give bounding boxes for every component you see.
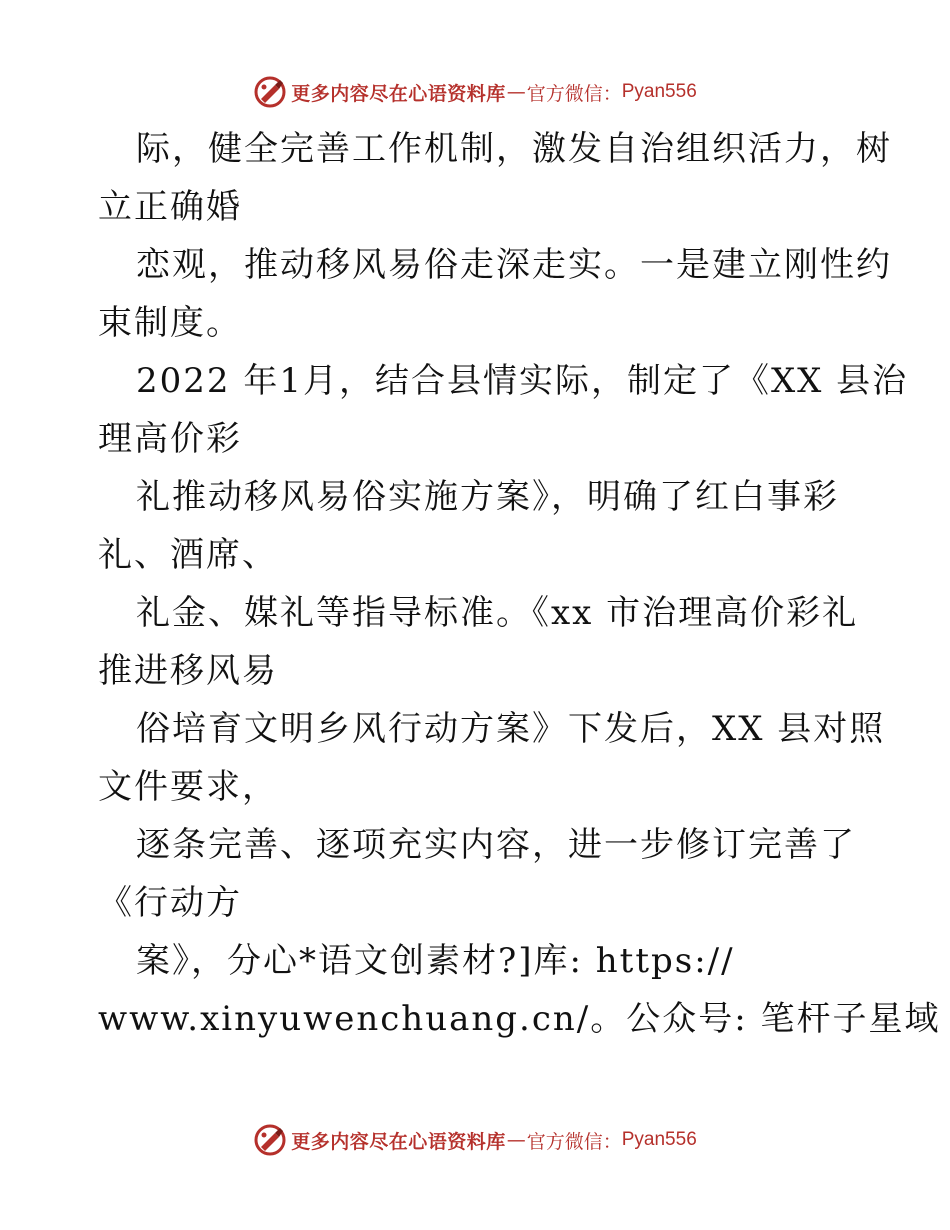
footer-banner <box>0 1120 950 1160</box>
banner-brand-text: 更多内容尽在心语资料库 <box>291 82 506 105</box>
text-line: 案》，分心*语文创素材?]库: https:// <box>136 941 735 981</box>
text-line: 逐条完善、逐项充实内容，进一步修订完善了 <box>136 825 856 865</box>
text-line: 礼、酒席、 <box>98 535 278 575</box>
banner-separator: — <box>506 81 526 103</box>
banner-wechat-id: Pyan556 <box>621 1129 697 1150</box>
text-line: 《行动方 <box>98 883 242 923</box>
text-line: www.xinyuwenchuang.cn/。公众号: 笔杆子星域 <box>98 999 941 1039</box>
text-line: 恋观，推动移风易俗走深走实。一是建立刚性约 <box>136 245 892 285</box>
text-line: 俗培育文明乡风行动方案》下发后，XX 县对照 <box>136 709 886 749</box>
text-line: 束制度。 <box>98 303 242 343</box>
header-banner <box>0 72 950 112</box>
banner-wechat-label: 官方微信： <box>526 82 622 105</box>
text-line: 立正确婚 <box>98 187 242 227</box>
logo-icon <box>253 1123 287 1157</box>
text-line: 文件要求， <box>98 767 278 807</box>
logo-icon <box>253 75 287 109</box>
document-body <box>98 120 941 1048</box>
text-line: 礼金、媒礼等指导标准。《xx 市治理高价彩礼 <box>136 593 859 633</box>
banner-wechat-label: 官方微信： <box>526 1130 622 1153</box>
text-line: 礼推动移风易俗实施方案》，明确了红白事彩 <box>136 477 839 517</box>
text-line: 理高价彩 <box>98 419 242 459</box>
banner-wechat-id: Pyan556 <box>621 81 697 102</box>
banner-separator: — <box>506 1129 526 1151</box>
banner-brand-text: 更多内容尽在心语资料库 <box>291 1130 506 1153</box>
text-line: 际，健全完善工作机制，激发自治组织活力，树 <box>136 129 892 169</box>
text-line: 推进移风易 <box>98 651 278 691</box>
text-line: 2022 年1月，结合县情实际，制定了《XX 县治 <box>136 361 909 401</box>
